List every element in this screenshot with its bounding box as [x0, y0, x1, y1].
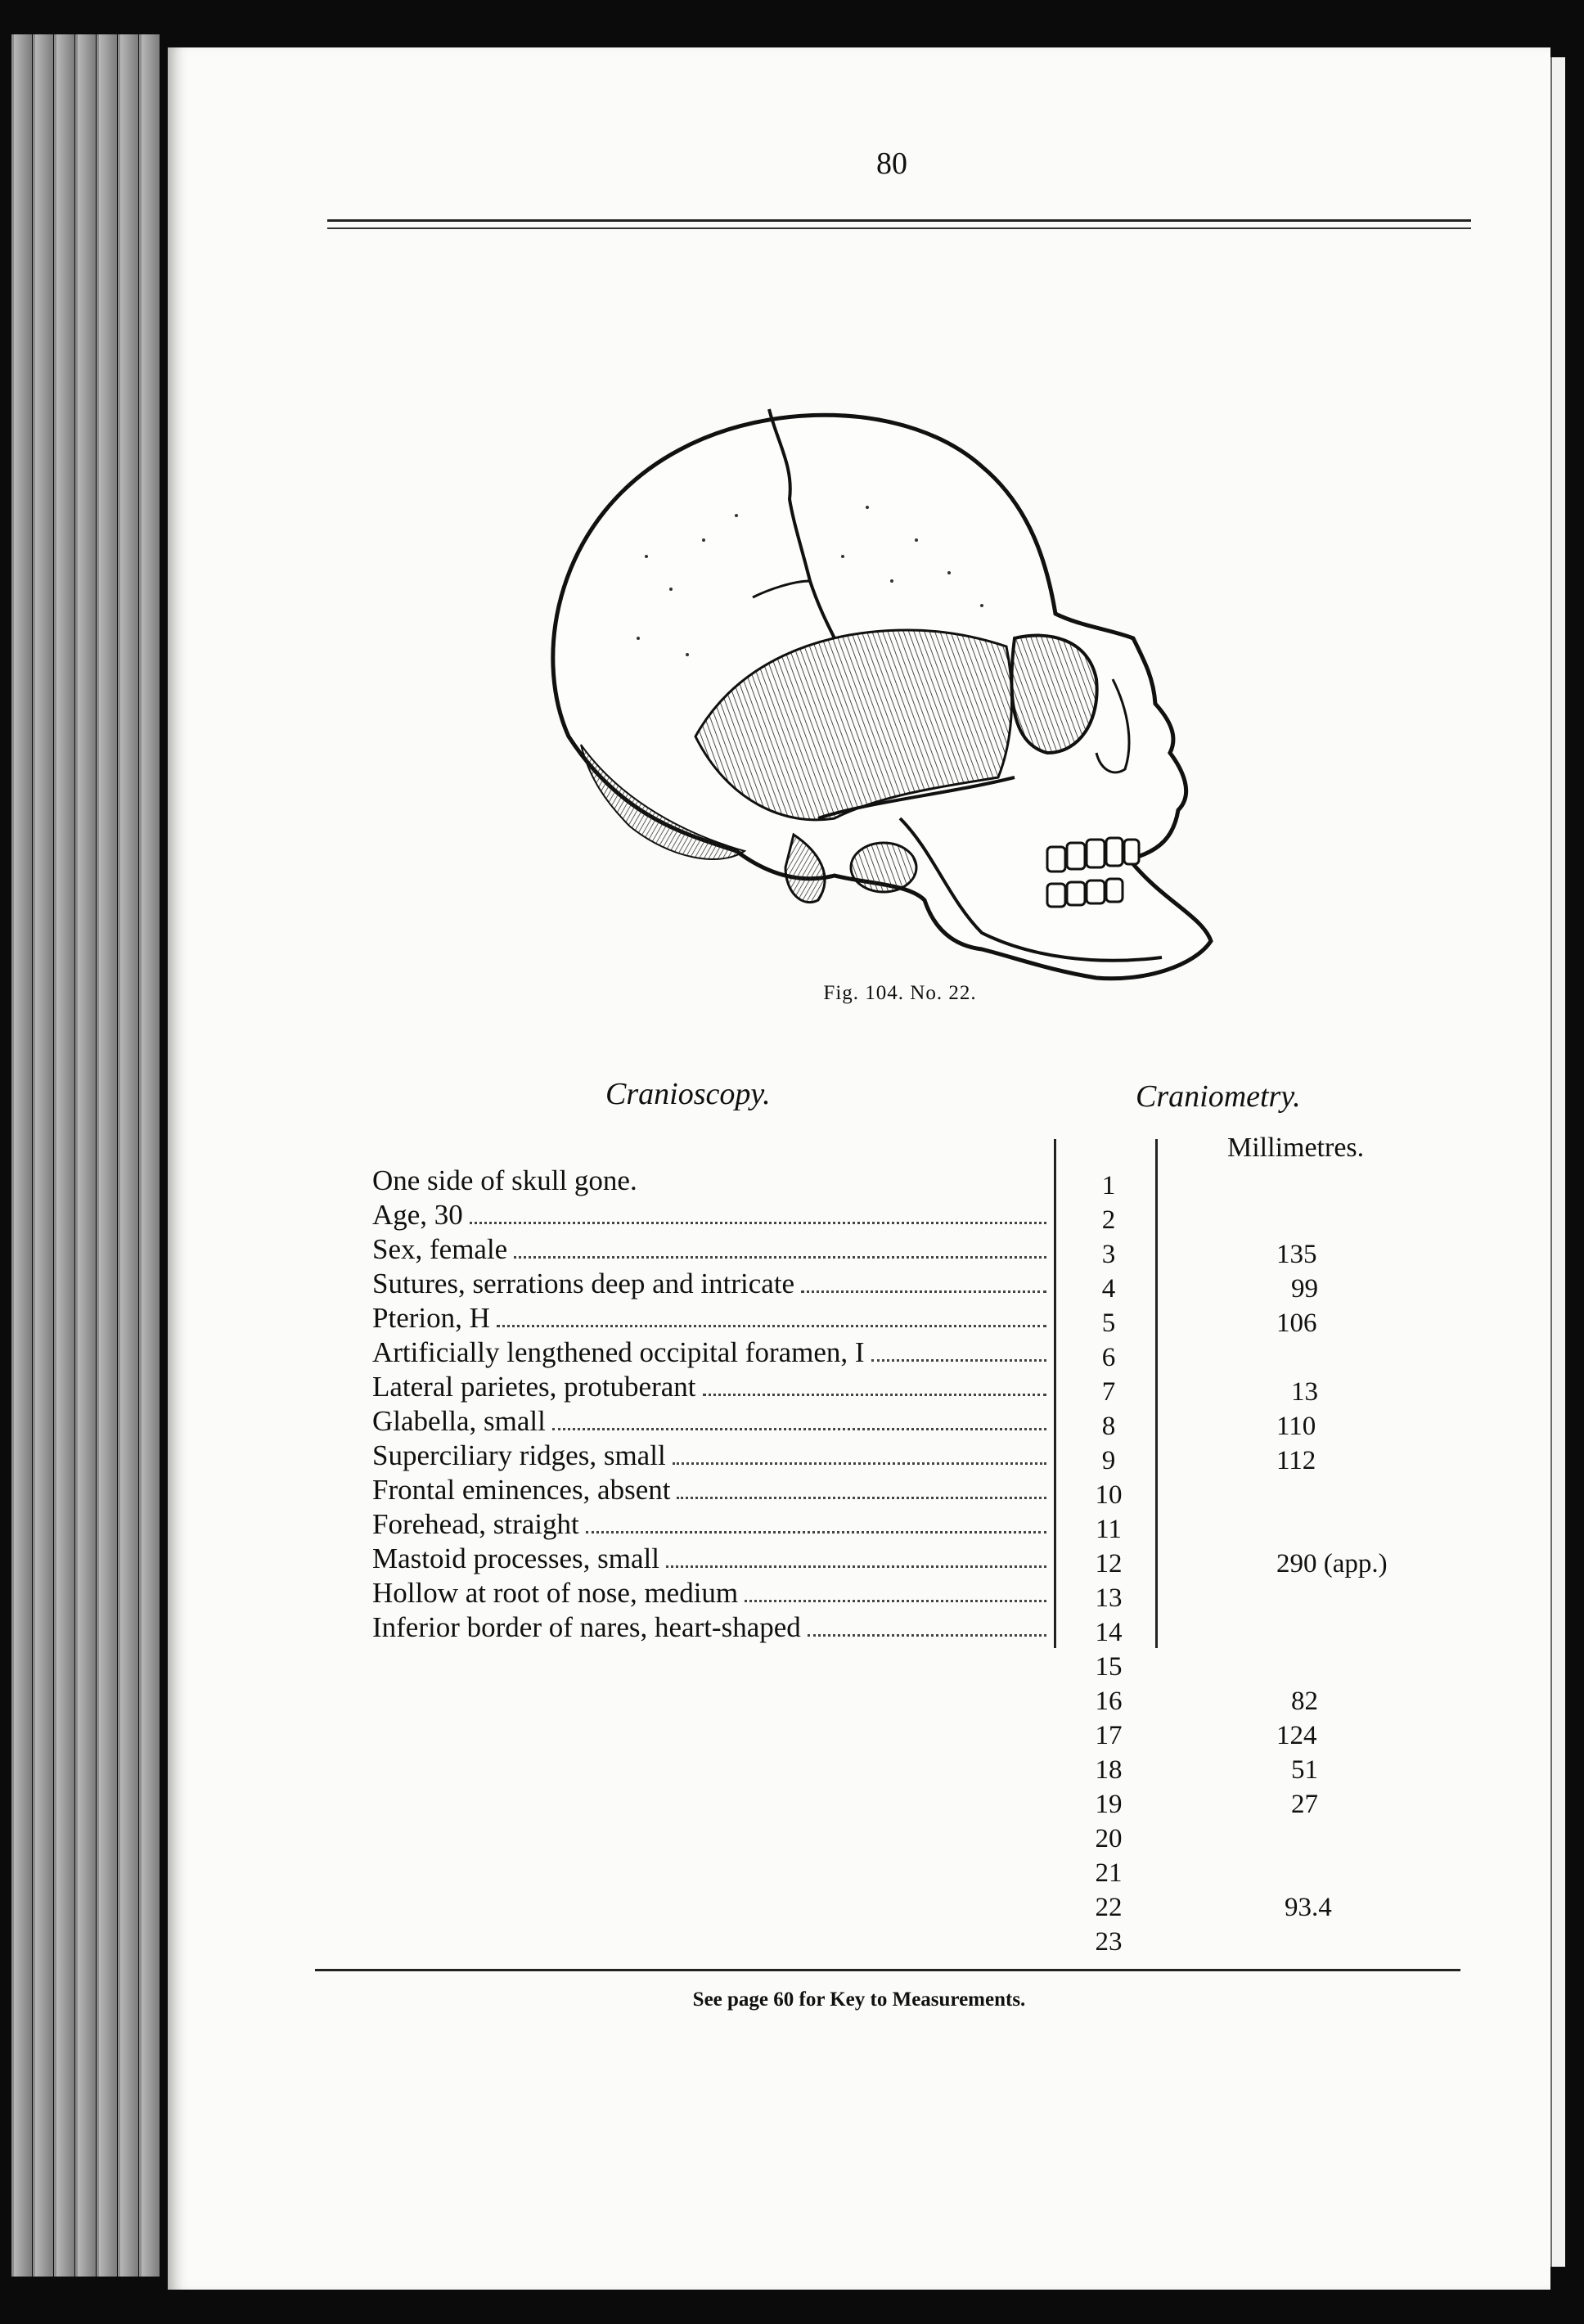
list-item: Pterion, H [372, 1301, 1051, 1335]
list-item: Superciliary ridges, small [372, 1439, 1051, 1473]
measurement-value: 110 [1276, 1412, 1316, 1441]
measurement-value: 93.4 [1285, 1893, 1332, 1922]
list-item: Forehead, straight [372, 1507, 1051, 1542]
measurement-number: 8 [1101, 1412, 1116, 1441]
list-item: Frontal eminences, absent [372, 1473, 1051, 1507]
list-item: Mastoid processes, small [372, 1542, 1051, 1576]
measurement-number: 2 [1101, 1205, 1116, 1235]
measurement-value [1276, 1203, 1473, 1237]
footer-note: See page 60 for Key to Measurements. [692, 1988, 1026, 2011]
measurement-value: 99 [1291, 1274, 1318, 1304]
measurement-number: 6 [1101, 1343, 1116, 1372]
millimetres-label: Millimetres. [1227, 1133, 1365, 1163]
measurement-number: 13 [1095, 1583, 1123, 1613]
measurement-value: 106 [1276, 1308, 1317, 1338]
measurement-number: 15 [1095, 1652, 1123, 1682]
measurement-number: 11 [1096, 1515, 1122, 1544]
facing-page-edge [1550, 57, 1565, 2267]
measurement-number: 7 [1101, 1377, 1116, 1407]
measurement-number: 4 [1101, 1274, 1116, 1304]
list-item: Hollow at root of nose, medium [372, 1576, 1051, 1610]
measurement-value [1276, 1512, 1473, 1547]
measurement-value: 27 [1291, 1790, 1318, 1819]
measurement-number: 22 [1095, 1893, 1123, 1922]
measurement-value [1276, 1925, 1473, 1959]
measurement-number: 3 [1101, 1240, 1116, 1269]
list-item: Sex, female [372, 1232, 1051, 1267]
measurement-value: 51 [1291, 1755, 1318, 1785]
column-divider-left [1054, 1139, 1056, 1648]
measurement-value: 135 [1276, 1240, 1317, 1269]
skull-illustration [524, 393, 1244, 982]
list-item: One side of skull gone. [372, 1164, 637, 1196]
measurement-value-column [1276, 1169, 1473, 1959]
measurement-value: 13 [1291, 1377, 1318, 1407]
measurement-value [1276, 1856, 1473, 1890]
measurement-number: 5 [1101, 1308, 1116, 1338]
list-item: Glabella, small [372, 1404, 1051, 1439]
measurement-value: 290 (app.) [1276, 1549, 1388, 1579]
measurement-number: 9 [1101, 1446, 1116, 1475]
list-item: Inferior border of nares, heart-shaped [372, 1610, 1051, 1645]
measurement-value [1276, 1169, 1473, 1203]
measurement-number: 1 [1101, 1171, 1116, 1200]
measurement-number: 17 [1095, 1721, 1123, 1750]
list-item: Sutures, serrations deep and intricate [372, 1267, 1051, 1301]
cranioscopy-heading: Cranioscopy. [605, 1077, 771, 1111]
measurement-number: 19 [1095, 1790, 1123, 1819]
footer-rule [315, 1969, 1460, 1971]
header-rule-thin [327, 227, 1471, 229]
figure-caption: Fig. 104. No. 22. [823, 982, 977, 1004]
measurement-number: 10 [1095, 1480, 1123, 1510]
measurement-number: 20 [1095, 1824, 1123, 1853]
measurement-value [1276, 1822, 1473, 1856]
measurement-value: 124 [1276, 1721, 1317, 1750]
measurement-number-column [1064, 1169, 1154, 1959]
list-item: Artificially lengthened occipital foramen, I [372, 1335, 1051, 1370]
measurement-number: 21 [1095, 1858, 1123, 1888]
page-number: 80 [876, 146, 907, 181]
measurement-number: 14 [1095, 1618, 1123, 1647]
measurement-number: 12 [1095, 1549, 1123, 1579]
measurement-value [1276, 1581, 1473, 1615]
measurement-number: 18 [1095, 1755, 1123, 1785]
measurement-value: 112 [1276, 1446, 1316, 1475]
measurement-number: 16 [1095, 1687, 1123, 1716]
stacked-page-edges [11, 34, 175, 2277]
measurement-value [1276, 1478, 1473, 1512]
measurement-value [1276, 1650, 1473, 1684]
measurement-value [1276, 1340, 1473, 1375]
measurement-value: 82 [1291, 1687, 1318, 1716]
craniometry-heading: Craniometry. [1136, 1079, 1301, 1114]
header-rule [327, 219, 1471, 222]
list-item: Age, 30 [372, 1198, 1051, 1232]
list-item: Lateral parietes, protuberant [372, 1370, 1051, 1404]
cranioscopy-list [372, 1164, 1051, 1645]
measurement-number: 23 [1095, 1927, 1123, 1957]
column-divider-right [1155, 1139, 1158, 1648]
measurement-value [1276, 1615, 1473, 1650]
